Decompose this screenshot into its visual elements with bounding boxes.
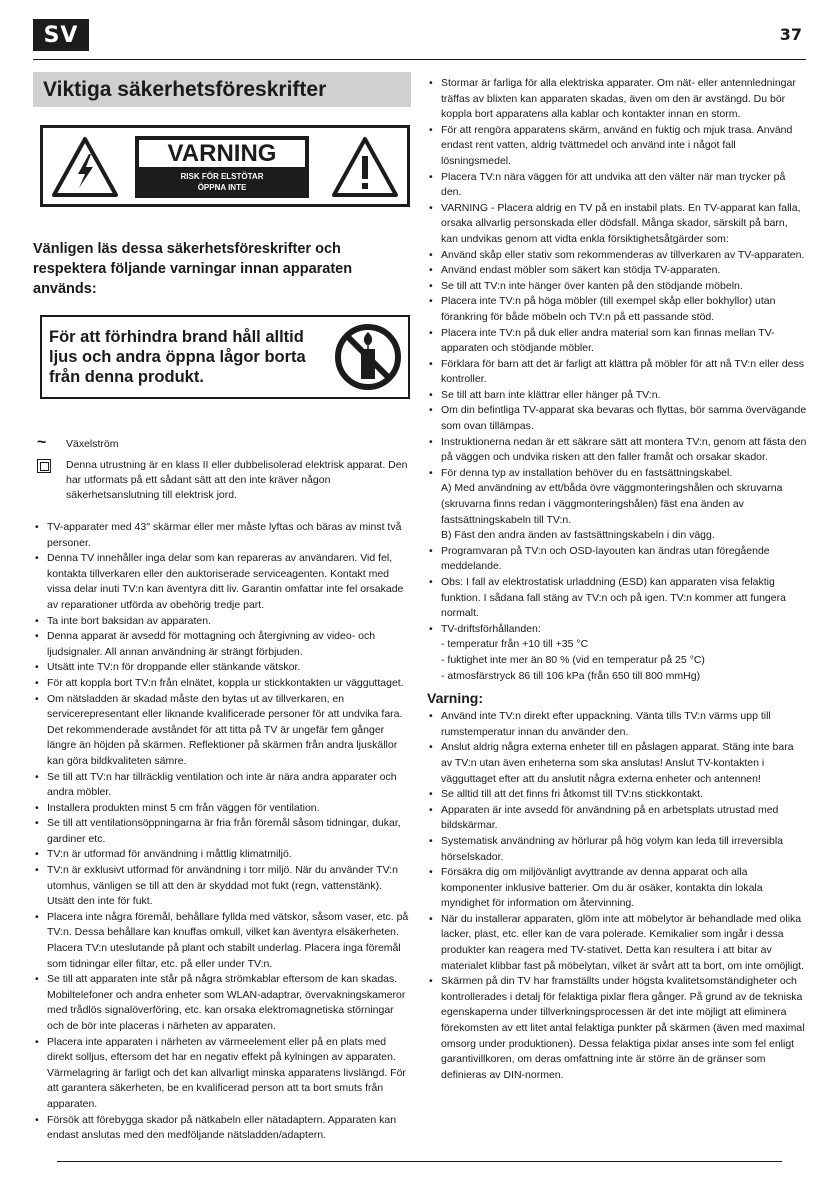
electric-shock-warning-panel bbox=[40, 125, 410, 207]
list-item: • Om nätsladden är skadad måste den bytas ut av tillverkaren, en servicerepresentant eller liknande kvalificerade personer för att undvika fara. Det rekommenderade avståndet för att titta på TV är ungefär fem gånger längre än höjden på skärmen. Reflektioner på skärmen från andra ljuskällor kan göra bildkvaliteten sämre. bbox=[33, 692, 411, 770]
list-item: • Ta inte bort baksidan av apparaten. bbox=[33, 614, 411, 630]
list-item: • Se alltid till att det finns fri åtkomst till TV:ns stickkontakt. bbox=[427, 787, 807, 803]
list-item: • För att koppla bort TV:n från elnätet, koppla ur stickkontakten ur vägguttaget. bbox=[33, 676, 411, 692]
intro-text: Vänligen läs dessa säkerhetsföreskrifter och respektera följande varningar innan apparaten används: bbox=[33, 241, 353, 297]
fire-warning-panel bbox=[40, 315, 410, 399]
list-item: • Placera inte TV:n på duk eller andra material som kan finnas mellan TV-apparaten och stödjande möbler. bbox=[427, 326, 807, 357]
page-number: 37 bbox=[779, 25, 802, 44]
list-item: • Förklara för barn att det är farligt att klättra på möbler för att nå TV:n eller dess kontroller. bbox=[427, 357, 807, 388]
list-item bbox=[427, 622, 807, 684]
list-item: • Denna TV innehåller inga delar som kan repareras av användaren. Vid fel, kontakta tillverkaren eller den auktoriserade serviceagenten. Kontakt med vissa delar inuti TV:n kan äventyra ditt liv. Garantin omfattar inte fel orsakade av reparationer utförda av obehörig tredje part. bbox=[33, 551, 411, 613]
warning-word: VARNING bbox=[139, 140, 305, 167]
list-item: • Obs: I fall av elektrostatisk urladdning (ESD) kan apparaten visa felaktig funktion. I sådana fall stäng av TV:n och på igen. TV:n kommer att fungera normalt. bbox=[427, 575, 807, 622]
symbol-description: Växelström bbox=[66, 438, 119, 450]
list-item: • Systematisk användning av hörlurar på hög volym kan leda till irreversibla hörselskador. bbox=[427, 834, 807, 865]
symbol-row-class2 bbox=[33, 458, 411, 503]
left-column bbox=[33, 72, 411, 1144]
list-item: • Apparaten är inte avsedd för användning på en arbetsplats utrustad med bildskärmar. bbox=[427, 803, 807, 834]
operating-conditions-label: • TV-driftsförhållanden: bbox=[441, 622, 541, 635]
language-badge: SV bbox=[33, 19, 89, 51]
list-item: • Använd inte TV:n direkt efter uppackning. Vänta tills TV:n värms upp till rumstemperatur innan du använder den. bbox=[427, 709, 807, 740]
symbol-row-ac bbox=[33, 434, 411, 452]
fire-warning-text: För att förhindra brand håll alltid ljus och andra öppna lågor borta från denna produkt. bbox=[49, 328, 306, 386]
list-item: • Denna apparat är avsedd för mottagning och återgivning av video- och ljudsignaler. All annan användning är strängt förbjuden. bbox=[33, 629, 411, 660]
section-title: Viktiga säkerhetsföreskrifter bbox=[33, 72, 411, 107]
list-item: • Skärmen på din TV har framställts under högsta kvalitetsomständigheter och kontrollerades i detalj för felaktiga pixlar flera gånger. På grund av de tekniska egenskaperna under tillverkningsprocessen är det inte möjligt att eliminera förekomsten av ett litet antal felaktiga punkter på skärmen (även med maximal omsorg under produktionen). Dessa felaktiga pixlar anses inte som fel enligt garantivillkoren, om deras omfattning inte är större än de gränser som definieras av DIN-normen. bbox=[427, 974, 807, 1083]
warning-subtext-1: RISK FÖR ELSTÖTAR bbox=[180, 172, 264, 181]
double-insulation-icon bbox=[37, 459, 51, 473]
safety-list bbox=[33, 520, 411, 1144]
exclamation-warning-icon bbox=[331, 136, 399, 198]
list-item: • Se till att ventilationsöppningarna är fria från föremål såsom tidningar, dukar, gardiner etc. bbox=[33, 816, 411, 847]
list-item: • Använd endast möbler som säkert kan stödja TV-apparaten. bbox=[427, 263, 807, 279]
header-divider bbox=[33, 59, 806, 60]
list-item: • TV:n är utformad för användning i måttlig klimatmiljö. bbox=[33, 847, 411, 863]
list-item: • Se till att TV:n inte hänger över kanten på den stödjande möbeln. bbox=[427, 279, 807, 295]
footer-divider bbox=[57, 1161, 782, 1162]
list-item: • Programvaran på TV:n och OSD-layouten kan ändras utan föregående meddelande. bbox=[427, 544, 807, 575]
list-item: • TV-apparater med 43" skärmar eller mer måste lyftas och bäras av minst två personer. bbox=[33, 520, 411, 551]
list-item: • Se till att TV:n har tillräcklig ventilation och inte är nära andra apparater och andra möbler. bbox=[33, 770, 411, 801]
list-item: • Instruktionerna nedan är ett säkrare sätt att montera TV:n, genom att fästa den på väggen och undvika risken att den faller framåt och orsakar skador. bbox=[427, 435, 807, 466]
list-item: • VARNING - Placera aldrig en TV på en instabil plats. En TV-apparat kan falla, orsaka allvarlig personskada eller dödsfall. Många skador, särskilt på barn, kan undvikas genom att vidta enkla försiktighetsåtgärder som: bbox=[427, 201, 807, 248]
list-item: • Se till att barn inte klättrar eller hänger på TV:n. bbox=[427, 388, 807, 404]
install-cable-text: • För denna typ av installation behöver du en fastsättningskabel. bbox=[441, 466, 733, 479]
condition-temperature: - temperatur från +10 till +35 °C bbox=[441, 638, 589, 651]
warning-list bbox=[427, 709, 807, 1083]
list-item: • För att rengöra apparatens skärm, använd en fuktig och mjuk trasa. Använd endast rent vatten, aldrig tvättmedel och använd inte i något fall lösningsmedel. bbox=[427, 123, 807, 170]
list-item: • Placera inte några föremål, behållare fyllda med vätskor, såsom vaser, etc. på TV:n. Dessa behållare kan knuffas omkull, vilket kan äventyra elsäkerheten. Placera TV:n uteslutande på plant och stabilt underlag. Placera inga föremål som tidningar eller filtar, etc. på eller under TV:n. bbox=[33, 910, 411, 972]
install-step-b: B) Fäst den andra änden av fastsättningskabeln i din vägg. bbox=[441, 529, 715, 542]
list-item: • Om din befintliga TV-apparat ska bevaras och flyttas, bör samma övervägande som ovan tillämpas. bbox=[427, 403, 807, 434]
warning-label bbox=[135, 136, 309, 198]
install-step-a: A) Med användning av ett/båda övre väggmonteringshålen och skruvarna (skruvarna finns redan i väggmonteringshålen) fäst ena änden av fastsättningskabeln till TV:n. bbox=[441, 482, 783, 526]
alternating-current-icon: ~ bbox=[37, 434, 47, 451]
list-item: • Placera inte TV:n på höga möbler (till exempel skåp eller bokhyllor) utan förankring för både möbeln och TV:n på ett passande stöd. bbox=[427, 294, 807, 325]
list-item: • Försök att förebygga skador på nätkabeln eller nätadaptern. Apparaten kan endast anslutas med den medföljande nätsladden/adaptern. bbox=[33, 1113, 411, 1144]
list-item: • Installera produkten minst 5 cm från väggen för ventilation. bbox=[33, 801, 411, 817]
condition-humidity: - fuktighet inte mer än 80 % (vid en temperatur på 25 °C) bbox=[441, 653, 705, 666]
list-item bbox=[427, 466, 807, 544]
list-item: • Anslut aldrig några externa enheter till en påslagen apparat. Stäng inte bara av TV:n utan även enheterna som ska anslutas! Anslut TV-kontakten i vägguttaget efter att du anslutit några externa enheter och antennen! bbox=[427, 740, 807, 787]
list-item: • När du installerar apparaten, glöm inte att möbelytor är behandlade med olika lacker, plast, etc. eller kan de vara polerade. Kemikalier som ingår i dessa produkter kan reagera med TV-stativet. Detta kan resultera i att bitar av materialet klibbar fast på möbelytan, vilket är svårt att ta bort, om inte omöjligt. bbox=[427, 912, 807, 974]
condition-pressure: - atmosfärstryck 86 till 106 kPa (från 650 till 800 mmHg) bbox=[441, 669, 701, 682]
list-item: • Se till att apparaten inte står på några strömkablar eftersom de kan skadas. Mobiltelefoner och andra enheter som WLAN-adaptrar, övervakningskameror med trådlös signalöverföring, etc. kan orsaka elektromagnetiska störningar och de bör inte placeras i närheten av apparaten. bbox=[33, 972, 411, 1034]
list-item: • Placera TV:n nära väggen för att undvika att den välter när man trycker på den. bbox=[427, 170, 807, 201]
warning-subtext-2: ÖPPNA INTE bbox=[197, 183, 247, 192]
safety-list-continued bbox=[427, 76, 807, 684]
symbol-description: Denna utrustning är en klass II eller dubbelisolerad elektrisk apparat. Den har utformats på ett sådant sätt att den inte kräver någon säkerhetsanslutning till elektrisk jord. bbox=[66, 459, 408, 501]
no-candle-icon bbox=[334, 323, 402, 391]
list-item: • Använd skåp eller stativ som rekommenderas av tillverkaren av TV-apparaten. bbox=[427, 248, 807, 264]
right-column bbox=[427, 76, 807, 1083]
list-item: • TV:n är exklusivt utformad för användning i torr miljö. När du använder TV:n utomhus, vänligen se till att den är skyddad mot fukt (regn, vattenstänk). Utsätt den inte för fukt. bbox=[33, 863, 411, 910]
list-item: • Stormar är farliga för alla elektriska apparater. Om nät- eller antennledningar träffas av blixten kan apparaten skadas, även om den är avstängd. Du bör koppla bort apparatens alla kablar och kontakter innan en storm. bbox=[427, 76, 807, 123]
symbol-legend bbox=[33, 434, 411, 503]
list-item: • Försäkra dig om miljövänligt avyttrande av denna apparat och alla komponenter inklusive batterier. Om du är osäker, kontakta din lokala myndighet för information om återvinning. bbox=[427, 865, 807, 912]
warning-heading: Varning: bbox=[427, 690, 484, 707]
list-item: • Utsätt inte TV:n för droppande eller stänkande vätskor. bbox=[33, 660, 411, 676]
lightning-warning-icon bbox=[51, 136, 119, 198]
list-item: • Placera inte apparaten i närheten av värmeelement eller på en plats med direkt solljus, eftersom det har en negativ effekt på kylningen av apparaten. Värmelagring är farligt och det kan allvarligt minska apparatens livslängd. För att garantera säkerheten, be en kvalificerad person att ta bort smuts från apparaten. bbox=[33, 1035, 411, 1113]
